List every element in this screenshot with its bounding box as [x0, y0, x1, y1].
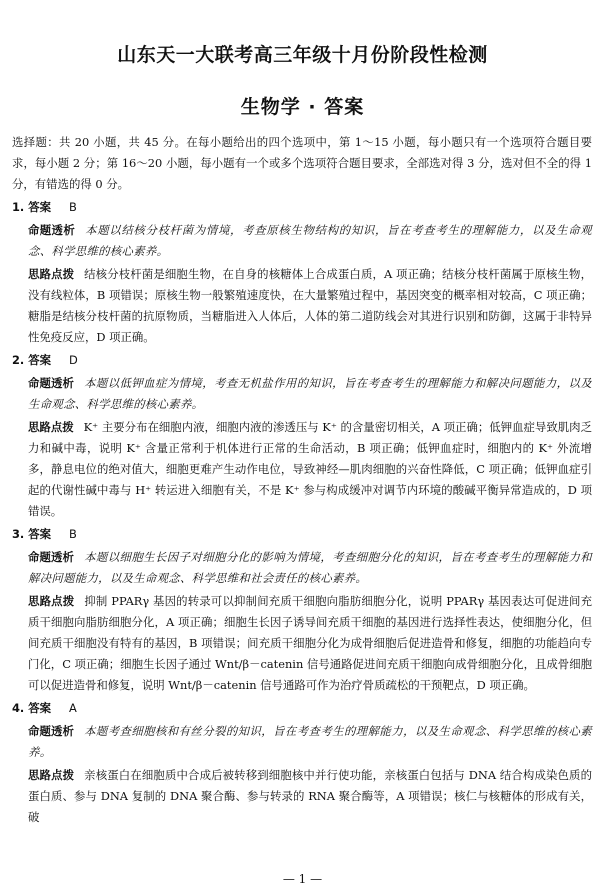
answer-label: 答案 — [28, 527, 52, 541]
analysis-label: 命题透析 — [28, 550, 75, 564]
answer-value: D — [69, 353, 78, 367]
question-number: 2. — [12, 353, 25, 367]
answer-label: 答案 — [28, 200, 52, 214]
hint-label: 思路点拨 — [28, 267, 75, 281]
analysis-text: 本题以细胞生长因子对细胞分化的影响为情境，考查细胞分化的知识，旨在考查考生的理解能力和解决问题能力，以及生命观念、科学思维和社会责任的核心素养。 — [28, 550, 592, 585]
analysis-label: 命题透析 — [28, 376, 75, 390]
answer-value: B — [69, 200, 77, 214]
page-subtitle: 生物学 · 答案 — [240, 96, 365, 118]
hint-text: 结核分枝杆菌是细胞生物，在自身的核糖体上合成蛋白质，A 项正确；结核分枝杆菌属于原核生物，没有线粒体，B 项错误；原核生物一般繁殖速度快，在大量繁殖过程中，基因突变的概率相对较高，C 项正确；糖脂是结核分枝杆菌的抗原物质，当糖脂进入人体后，人体的第二道防线会对其进行识别和防御，这属于非特异性免疫反应，D 项正确。 — [28, 267, 592, 344]
question-block — [12, 197, 592, 348]
hint-section — [28, 417, 592, 522]
analysis-label: 命题透析 — [28, 223, 76, 237]
document-body — [12, 132, 592, 828]
page-title: 山东天一大联考高三年级十月份阶段性检测 — [117, 44, 488, 66]
page-number: — 1 — — [282, 872, 323, 886]
answer-label: 答案 — [28, 701, 52, 715]
analysis-section — [28, 220, 592, 262]
hint-label: 思路点拨 — [28, 768, 75, 782]
analysis-text: 本题以低钾血症为情境，考查无机盐作用的知识，旨在考查考生的理解能力和解决问题能力，以及生命观念、科学思维的核心素养。 — [28, 376, 592, 411]
hint-text: 亲核蛋白在细胞质中合成后被转移到细胞核中并行使功能，亲核蛋白包括与 DNA 结合构成染色质的蛋白质、参与 DNA 复制的 DNA 聚合酶、参与转录的 RNA 聚合酶等，A 项错误；核仁与核糖体的形成有关，破 — [28, 768, 592, 824]
hint-label: 思路点拨 — [28, 594, 75, 608]
question-header — [12, 197, 592, 218]
question-block — [12, 698, 592, 828]
analysis-section — [28, 373, 592, 415]
analysis-section — [28, 547, 592, 589]
hint-section — [28, 264, 592, 348]
hint-text: K⁺ 主要分布在细胞内液，细胞内液的渗透压与 K⁺ 的含量密切相关，A 项正确；低钾血症导致肌肉乏力和碱中毒，说明 K⁺ 含量正常利于机体进行正常的生命活动，B 项正确；低钾血症时，细胞内的 K⁺ 外流增多，静息电位的绝对值大，细胞更难产生动作电位，导致神经—肌肉细胞的兴奋性降低，C 项正确；低钾血症引起的代谢性碱中毒与 H⁺ 转运进入细胞有关，不是 K⁺ 参与构成缓冲对调节内环境的酸碱平衡异常造成的，D 项错误。 — [28, 420, 592, 518]
analysis-section — [28, 721, 592, 763]
intro-paragraph: 选择题：共 20 小题，共 45 分。在每小题给出的四个选项中，第 1～15 小题，每小题只有一个选项符合题目要求，每小题 2 分；第 16～20 小题，每小题有一个或多个选项符合题目要求，全部选对得 3 分，选对但不全的得 1 分，有错选的得 0 分。 — [12, 135, 592, 191]
hint-label: 思路点拨 — [28, 420, 74, 434]
hint-section — [28, 591, 592, 696]
analysis-text: 本题以结核分枝杆菌为情境，考查原核生物结构的知识，旨在考查考生的理解能力，以及生命观念、科学思维的核心素养。 — [28, 223, 592, 258]
analysis-text: 本题考查细胞核和有丝分裂的知识，旨在考查考生的理解能力，以及生命观念、科学思维的核心素养。 — [28, 724, 592, 759]
question-block — [12, 524, 592, 696]
question-header — [12, 350, 592, 371]
question-number: 3. — [12, 527, 25, 541]
question-header — [12, 698, 592, 719]
hint-section — [28, 765, 592, 828]
hint-text: 抑制 PPARγ 基因的转录可以抑制间充质干细胞向脂肪细胞分化，说明 PPARγ 基因表达可促进间充质干细胞向脂肪细胞分化，A 项正确；细胞生长因子诱导间充质干细胞的基因进行选择性表达，使细胞分化，但间充质干细胞没有特有的基因，B 项错误；间充质干细胞分化为成骨细胞后促进造骨和修复，细胞的功能趋向专门化，C 项正确；细胞生长因子通过 Wnt/β－catenin 信号通路促进间充质干细胞向成骨细胞分化，且成骨细胞可以促进造骨和修复，说明 Wnt/β－catenin 信号通路可作为治疗骨质疏松的干预靶点，D 项正确。 — [28, 594, 592, 692]
question-number: 4. — [12, 701, 25, 715]
answer-value: B — [69, 527, 77, 541]
question-header — [12, 524, 592, 545]
answer-label: 答案 — [28, 353, 52, 367]
question-number: 1. — [12, 200, 25, 214]
answer-value: A — [69, 701, 77, 715]
analysis-label: 命题透析 — [28, 724, 75, 738]
question-block — [12, 350, 592, 522]
